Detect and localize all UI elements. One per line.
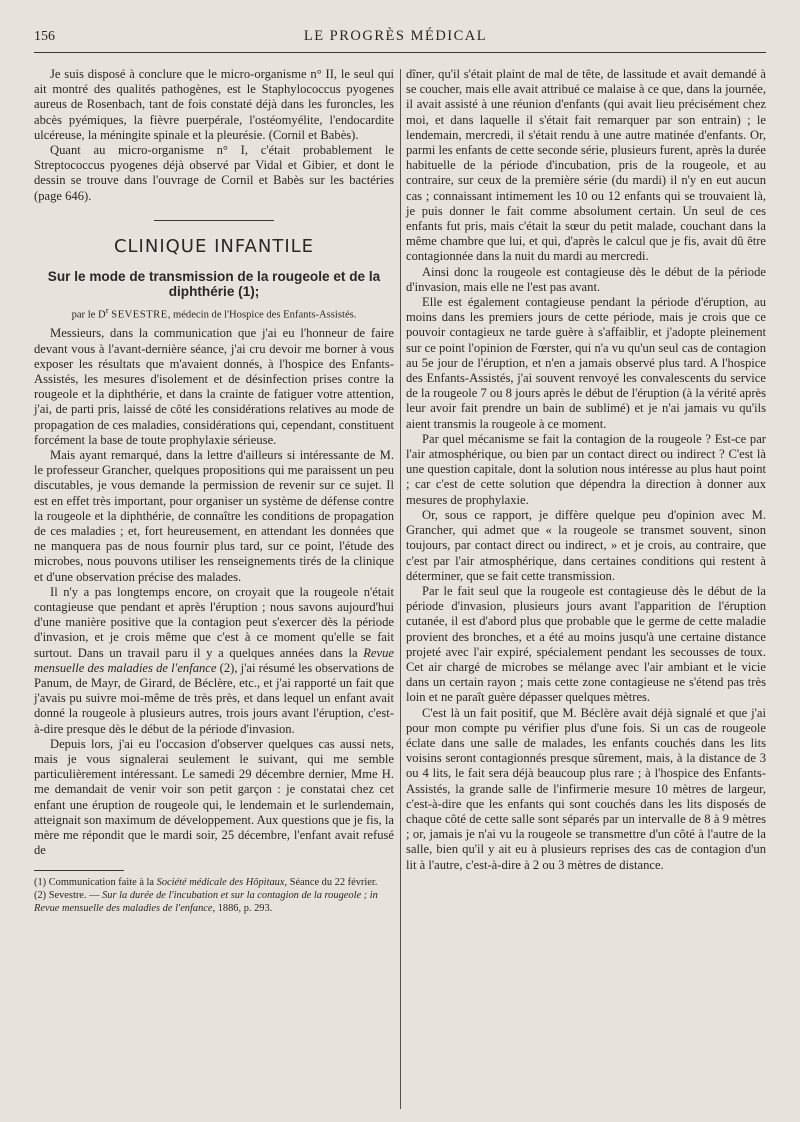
ornamental-divider xyxy=(34,216,394,226)
journal-reference: Revue mensuelle des maladies de l'enfance xyxy=(34,645,394,675)
paragraph: dîner, qu'il s'était plaint de mal de tête, de lassitude et avait demandé à se coucher, mais elle avait attribué ce malaise à ce que, dans la journée, il avait assisté à une réunion d'enfants (qui avait lieu précisément chez moi, et dans laquelle il s'était fait remarquer par son entrain) ; le lendemain, mercredi, il s'était rendu à une autre matinée d'enfants. Or, parmi les enfants de cette seconde série, plusieurs furent, après la durée habituelle de la période d'incubation, pris de la rougeole, et au contraire, sur ceux de la première série (du mardi) il n'y en eut aucun cas ; connaissant intimement les 10 ou 12 enfants qui se trouvaient là, je puis donner le fait comme absolument certain. Un seul de ces enfants fut pris, mais c'était la sœur du petit malade, couchant dans la même chambre que lui, et qui, d'après le calcul que je fis, avait dû être contagionnée dans la nuit du mardi au mercredi. xyxy=(406,67,766,264)
paragraph: Je suis disposé à conclure que le micro-organisme n° II, le seul qui ait montré des qualités pathogènes, est le Staphylococcus pyogenes aureus de Rosenbach, tant de fois constaté déjà dans les furoncles, les abcès pyémiques, la fièvre puerpérale, l'ostéomyélite, l'endocardite ulcéreuse, la méningite spinale et la pleurésie. (Cornil et Babès). xyxy=(34,67,394,142)
byline-suffix: , médecin de l'Hospice des Enfants-Assistés. xyxy=(167,309,357,321)
text-run: (2) Sevestre. — xyxy=(34,890,103,902)
text-run: , 1886, p. 293. xyxy=(212,902,273,914)
paragraph: Or, sous ce rapport, je diffère quelque peu d'opinion avec M. Grancher, qui admet que « la rougeole se transmet souvent, sinon toujours, par contact direct ou indirect, » et je crois, au contraire, que c'est par l'air atmosphérique, dans certaines conditions qui restent à déterminer, que se fait cette transmission. xyxy=(406,507,766,583)
footnote-rule xyxy=(34,870,124,871)
text-run: (1) Communication faite à la xyxy=(34,877,157,889)
paragraph: Mais ayant remarqué, dans la lettre d'ailleurs si intéressante de M. le professeur Grancher, quelques propositions qui me paraissent un peu discutables, je vous demande la permission de revenir sur ce sujet. Il est en effet très important, pour organiser un système de défense contre la rougeole et la diphthérie, de connaître les conditions de propagation de ces maladies ; et, fort heureusement, en attendant les données que ne manquera pas de nous fournir plus tard, sur ce point, l'étude des microbes, nous pouvons utiliser les renseignements tirés de la clinique et d'une observation précise des malades. xyxy=(34,447,394,584)
column-divider xyxy=(400,69,401,1109)
paragraph: Par le fait seul que la rougeole est contagieuse dès le début de la période d'invasion, plusieurs jours avant l'apparition de l'éruption cutanée, il est d'abord plus que probable que le germe de cette maladie provient des bronches, et a été au moins jusqu'à une certaine distance projeté avec l'air expiré, spécialement pendant les secousses de toux. Cet air chargé de microbes se mélange avec l'air ambiant et le vicie dans un certain rayon ; mais cette zone contagieuse ne s'étend pas très loin et ne paraît guère dépasser quelques mètres. xyxy=(406,583,766,705)
paragraph: Quant au micro-organisme n° I, c'était probablement le Streptococcus pyogenes déjà observé par Vidal et Gibier, et dont le dessin se trouve dans l'ouvrage de Cornil et Babès sur les bactéries (page 646). xyxy=(34,143,394,203)
two-column-body xyxy=(30,67,770,1117)
byline-prefix: par le D xyxy=(71,309,106,321)
paragraph: Ainsi donc la rougeole est contagieuse dès le début de la période d'invasion, mais elle ne l'est pas avant. xyxy=(406,264,766,294)
text-run: , Séance du 22 février. xyxy=(284,877,378,889)
journal-title: LE PROGRÈS MÉDICAL xyxy=(303,28,488,44)
footnote-2 xyxy=(34,890,394,915)
text-run: (2), j'ai résumé les observations de Panum, de Mayr, de Girard, de Béclère, etc., et j'ai rapporté un fait que j'avais pu suivre moi-même de très près, et dans lequel un enfant avait donné la rougeole à plusieurs autres, trois jours avant l'éruption, c'est-à-dire presque dès le début de la période d'invasion. xyxy=(34,660,395,736)
paragraph: Elle est également contagieuse pendant la période d'éruption, au moins dans les premiers jours de cette période, mais je crois que ce pouvoir contagieux ne tarde guère à s'affaiblir, et j'adopte pleinement sur ce point l'opinion de Fœrster, qui n'a vu qu'un seul cas de contagion au 5e jour de l'éruption, et n'en a jamais observé plus tard. A l'hospice des Enfants-Assistés, j'ai souvent renvoyé les convalescents du service de la rougeole 7 ou 8 jours après le début de l'éruption (à la vérité après leur avoir fait prendre un bain de sublimé) et je n'ai jamais vu qu'ils aient transmis la rougeole à ce moment. xyxy=(406,295,767,431)
paragraph xyxy=(34,585,394,737)
footnote-1 xyxy=(34,877,394,890)
paragraph: Messieurs, dans la communication que j'ai eu l'honneur de faire devant vous à l'avant-dernière séance, j'ai cru devoir me borner à vous exposer les résultats que m'avaient donnés, à l'hospice des Enfants-Assistés, les mesures d'isolement et de désinfection prises contre la rougeole et la diphthérie, et dans la crainte de fatiguer votre attention, j'ai, de parti pris, laissé de côté les considérations relatives au mode de propagation de ces maladies, considérations qui, cependant, constituent forcément la base de toute prophylaxie sérieuse. xyxy=(34,326,394,447)
author-name: SEVESTRE xyxy=(111,309,168,321)
article-title: Sur le mode de transmission de la rougeole et de la diphthérie (1); xyxy=(47,268,381,299)
text-run: Sur la durée de l'incubation et sur la contagion de la rougeole ; in Revue mensuelle des maladies de l'enfance xyxy=(34,890,378,914)
left-column xyxy=(34,67,394,1117)
text-run: Il n'y a pas longtemps encore, on croyait que la rougeole n'était contagieuse que pendant et après l'éruption ; nous savons aujourd'hui d'une manière positive que la contagion peut s'exercer dès la période d'invasion, et je crois même que c'est à ce moment qu'elle se fait surtout. Dans un travail paru il y a quelques années dans la xyxy=(34,584,394,660)
article-byline xyxy=(34,305,394,321)
section-heading: CLINIQUE INFANTILE xyxy=(113,235,315,257)
paragraph: Par quel mécanisme se fait la contagion de la rougeole ? Est-ce par l'air atmosphérique, ou bien par un contact direct ou indirect ? C'est là une question capitale, dont la solution nous intéresse au plus haut point ; car c'est de cette solution que dépendra la direction à donner aux mesures de prophylaxie. xyxy=(406,431,766,507)
paragraph: Depuis lors, j'ai eu l'occasion d'observer quelques cas aussi nets, mais je vous signalerai seulement le suivant, qui me semble particulièrement intéressant. Le samedi 29 décembre dernier, Mme H. me demandait de venir voir son petit garçon : je constatai chez cet enfant une éruption de rougeole qui, le lendemain et le surlendemain, atteignait son maximum de développement. Aux questions que je fis, la mère me répondit que le mardi soir, 25 décembre, l'enfant avait refusé de xyxy=(34,736,394,858)
page-number: 156 xyxy=(34,29,55,44)
byline-sup: r xyxy=(105,304,109,315)
running-head xyxy=(34,28,766,53)
right-column xyxy=(406,67,766,1117)
paragraph: C'est là un fait positif, que M. Béclère avait déjà signalé et que j'ai pour mon compte pu vérifier plus d'une fois. Si un cas de rougeole éclate dans une salle de malades, les enfants couchés dans les lits voisins seront contagionnés presque sûrement, mais, à la distance de 3 ou 4 lits, le fait sera déjà beaucoup plus rare ; à l'hospice des Enfants-Assistés, la grande salle de l'infirmerie mesure 10 mètres de largeur, c'est-à-dire que les enfants qui sont couchés dans les lits disposés de chaque côté de cette salle sont séparés par un intervalle de 8 à 9 mètres ; or, jamais je n'ai vu la rougeole se transmettre d'un côté à l'autre de la salle, bien qu'il y ait eu à plusieurs reprises des cas de contagion d'un lit à l'autre, c'est-à-dire à 2 ou 3 mètres de distance. xyxy=(406,705,766,872)
text-run: Société médicale des Hôpitaux xyxy=(156,877,285,889)
